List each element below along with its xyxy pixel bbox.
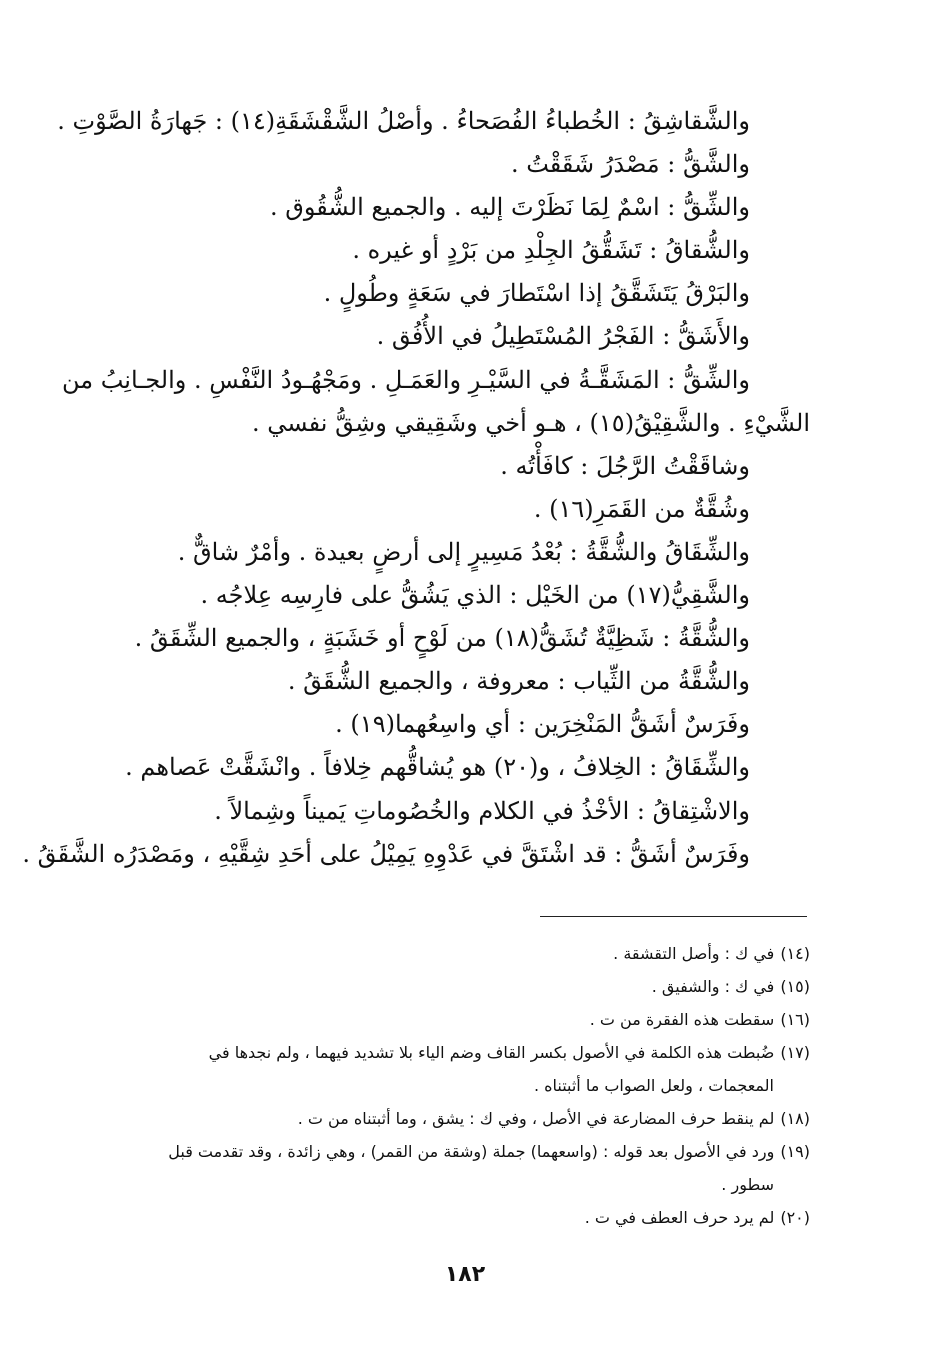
footnotes <box>92 937 810 1234</box>
text-line: والشُّقَّةُ من الثِّياب : معروفة ، والجميع الشُّقَقُ . <box>287 667 750 696</box>
text-line: والاشْتِقاقُ : الأخْذُ في الكلام والخُصُوماتِ يَميناً وشِمالاً . <box>214 796 750 825</box>
footnote <box>92 1102 810 1135</box>
footnote <box>92 1036 810 1102</box>
footnote-number: (١٧) <box>780 1043 810 1062</box>
text-line: والشُّقَّةُ : شَظِيَّةٌ تُشَقُّ(١٨) من لَوْحٍ أو خَشَبَةٍ ، والجميع الشِّقَقُ . <box>134 624 750 653</box>
text-line: والشُّقاقُ : تَشَقُّقُ الجِلْدِ من بَرْدٍ أو غيره . <box>352 236 750 265</box>
page-number: ١٨٢ <box>444 1262 486 1287</box>
text-line: والشَّقِيُّ(١٧) من الخَيْل : الذي يَشُقُّ على فارِسِه عِلاجُه . <box>200 581 750 610</box>
footnote-divider <box>540 916 807 917</box>
footnote-number: (١٥) <box>780 977 810 996</box>
text-line: والشِّقَاقُ : الخِلافُ ، و(٢٠) هو يُشاقُّهم خِلافاً . وانْشَقَّتْ عَصاهم . <box>125 753 750 782</box>
footnote-continuation: المعجمات ، ولعل الصواب ما أثبتناه . <box>533 1076 774 1095</box>
footnote-text: ضُبطت هذه الكلمة في الأصول بكسر القاف وضم الياء بلا تشديد فيهما ، ولم نجدها في <box>208 1043 775 1062</box>
footnote-number: (١٦) <box>780 1010 810 1029</box>
text-line: وفَرَسٌ أشَقُّ : قد اشْتَقَّ في عَدْوِهِ يَمِيْلُ على أحَدِ شِقَّيْهِ ، ومَصْدَرُه الشَّقَقُ . <box>22 839 750 868</box>
text-line: والشَّقُّ : مَصْدَرُ شَقَقْتُ . <box>510 150 750 179</box>
footnote-text: في ك : والشفيق . <box>651 977 775 996</box>
text-line: الشَّيْءِ . والشَّقِيْقُ(١٥) ، هـو أخي وشَقِيقي وشِقُّ نفسي . <box>251 408 810 437</box>
text-line: والأَشَقُّ : الفَجْرُ المُسْتَطِيلُ في الأُفُق . <box>376 322 750 351</box>
text-line: والشِّقُّ : المَشَقَّـةُ في السَّيْـرِ والعَمَـلِ . ومَجْهُـودُ النَّفْسِ . والجـانِبُ من <box>61 365 750 394</box>
footnote-text: لم يرد حرف العطف في ت . <box>584 1208 775 1227</box>
text-line: والشِّقَاقُ والشُّقَّةُ : بُعْدُ مَسِيرٍ إلى أرضٍ بعيدة . وأمْرٌ شاقٌّ . <box>177 537 750 566</box>
text-line: وشُقَّةٌ من القَمَرِ(١٦) . <box>533 494 750 523</box>
footnote <box>92 937 810 970</box>
footnote <box>92 970 810 1003</box>
footnote-number: (١٤) <box>780 944 810 963</box>
text-line: والشَّقاشِقُ : الخُطباءُ الفُصَحاءُ . وأصْلُ الشَّقْشَقَةِ(١٤) : جَهارَةُ الصَّوْتِ . <box>57 107 750 135</box>
footnote <box>92 1201 810 1234</box>
footnote-continuation: سطور . <box>721 1175 774 1194</box>
footnote-number: (١٨) <box>780 1109 810 1128</box>
footnote-text: في ك : وأصل التقشقة . <box>613 944 775 963</box>
text-line: والشِّقُّ : اسْمٌ لِمَا نَظَرْتَ إليه . والجميع الشُّقُوق . <box>269 193 750 222</box>
footnote-number: (١٩) <box>780 1142 810 1161</box>
footnote <box>92 1135 810 1201</box>
text-line: وفَرَسٌ أشَقُّ المَنْخِرَين : أي واسِعُهما(١٩) . <box>335 710 750 739</box>
footnote-text: لم ينقط حرف المضارعة في الأصل ، وفي ك : يشق ، وما أثبتناه من ت . <box>297 1109 775 1128</box>
main-text <box>22 100 810 876</box>
footnote-number: (٢٠) <box>780 1208 810 1227</box>
text-line: والبَرْقُ يَتَشَقَّقُ إذا اسْتَطارَ في سَعَةٍ وطُولٍ . <box>323 279 750 308</box>
footnote <box>92 1003 810 1036</box>
footnote-text: ورد في الأصول بعد قوله : (واسعهما) جملة (وشقة من القمر) ، وهي زائدة ، وقد تقدمت قبل <box>168 1142 775 1161</box>
footnote-text: سقطت هذه الفقرة من ت . <box>589 1010 775 1029</box>
text-line: وشاقَقْتُ الرَّجُلَ : كافَأْتُه . <box>500 451 750 480</box>
